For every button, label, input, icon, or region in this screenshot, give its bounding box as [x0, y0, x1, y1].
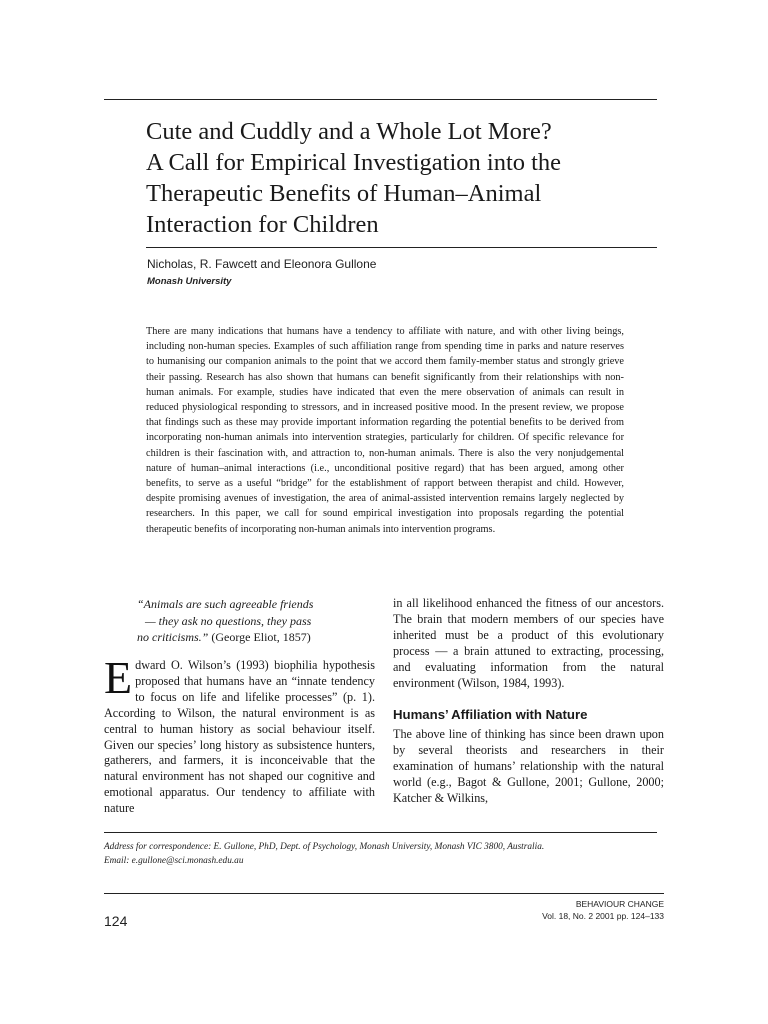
footnote-rule: [104, 832, 657, 833]
top-rule: [104, 99, 657, 100]
correspondence-email: Email: e.gullone@sci.monash.edu.au: [104, 856, 244, 866]
title-line: A Call for Empirical Investigation into the: [146, 149, 562, 176]
body-paragraph: dward O. Wilson’s (1993) biophilia hypothesis proposed that humans have an “innate tendency to focus on life and lifelike processes” (p. 1). According to Wilson, the natural environment is as central to human history as social behaviour itself. Given our species’ long history as subsistence hunters, gatherers, and farmers, it is inconceivable that the natural environment has not shaped our cognitive and emotional apparatus. Our tendency to affiliate with nature: [104, 658, 375, 816]
body-paragraph: in all likelihood enhanced the fitness of our ancestors. The brain that modern members of our species have inherited must be a product of this evolutionary process — a brain attuned to extracting, processing, and evaluating information from the natural environment (Wilson, 1984, 1993).: [393, 596, 664, 690]
body-column-left: [104, 652, 375, 817]
epigraph-line: no criticisms.”: [137, 630, 209, 644]
journal-info: [542, 898, 664, 922]
title-line: Interaction for Children: [146, 211, 379, 238]
body-paragraph: The above line of thinking has since been drawn upon by several theorists and researchers in their examination of humans’ relationship with the natural world (e.g., Bagot & Gullone, 2001; Gullone, 2000; Katcher & Wilkins,: [393, 727, 664, 805]
footnote: [104, 840, 664, 868]
journal-citation: Vol. 18, No. 2 2001 pp. 124–133: [542, 911, 664, 921]
body-column-right: [393, 596, 664, 807]
title-line: Therapeutic Benefits of Human–Animal: [146, 180, 542, 207]
abstract: There are many indications that humans have a tendency to affiliate with nature, and with other living beings, including non-human species. Examples of such affiliation range from spending time in parks and nature reserves to humanising our companion animals to the point that we accord them family-member status and strongly grieve their passing. Research has also shown that humans can benefit significantly from their relationships with non-human animals. For example, studies have indicated that even the mere observation of animals can result in reduced physiological responding to stressors, and in increased positive mood. In the present review, we propose that findings such as these may provide important information regarding the potential benefits to be derived from incorporating non-human animals into intervention strategies, particularly for children. Of specific relevance for children is their fascination with, and attraction to, non-human animals. There is also the very nonjudgemental nature of human–animal interactions (i.e., unconditional positive regard) that has been argued, among other benefits, to serve as a useful “bridge” for the establishment of rapport between therapist and child. However, despite promising avenues of investigation, the area of animal-assisted intervention remains largely neglected by researchers. In this paper, we call for sound empirical investigation into proposals regarding the potential therapeutic benefits of incorporating non-human animals into intervention programs.: [146, 326, 624, 535]
title-line: Cute and Cuddly and a Whole Lot More?: [146, 118, 552, 145]
page-number: 124: [104, 913, 128, 929]
title-rule: [146, 247, 657, 248]
correspondence-address: Address for correspondence: E. Gullone, PhD, Dept. of Psychology, Monash University, Monash VIC 3800, Australia.: [104, 842, 545, 852]
affiliation: Monash University: [147, 276, 232, 287]
epigraph-line: “Animals are such agreeable friends: [137, 597, 314, 611]
journal-name: BEHAVIOUR CHANGE: [575, 899, 664, 909]
epigraph: [137, 596, 373, 646]
authors: Nicholas, R. Fawcett and Eleonora Gullone: [147, 257, 377, 271]
article-title: [146, 116, 666, 240]
section-heading: Humans’ Affiliation with Nature: [393, 707, 588, 723]
drop-cap: E: [104, 652, 133, 703]
epigraph-line: — they ask no questions, they pass: [145, 613, 312, 628]
footer-rule: [104, 893, 664, 894]
epigraph-attribution: (George Eliot, 1857): [208, 630, 311, 644]
